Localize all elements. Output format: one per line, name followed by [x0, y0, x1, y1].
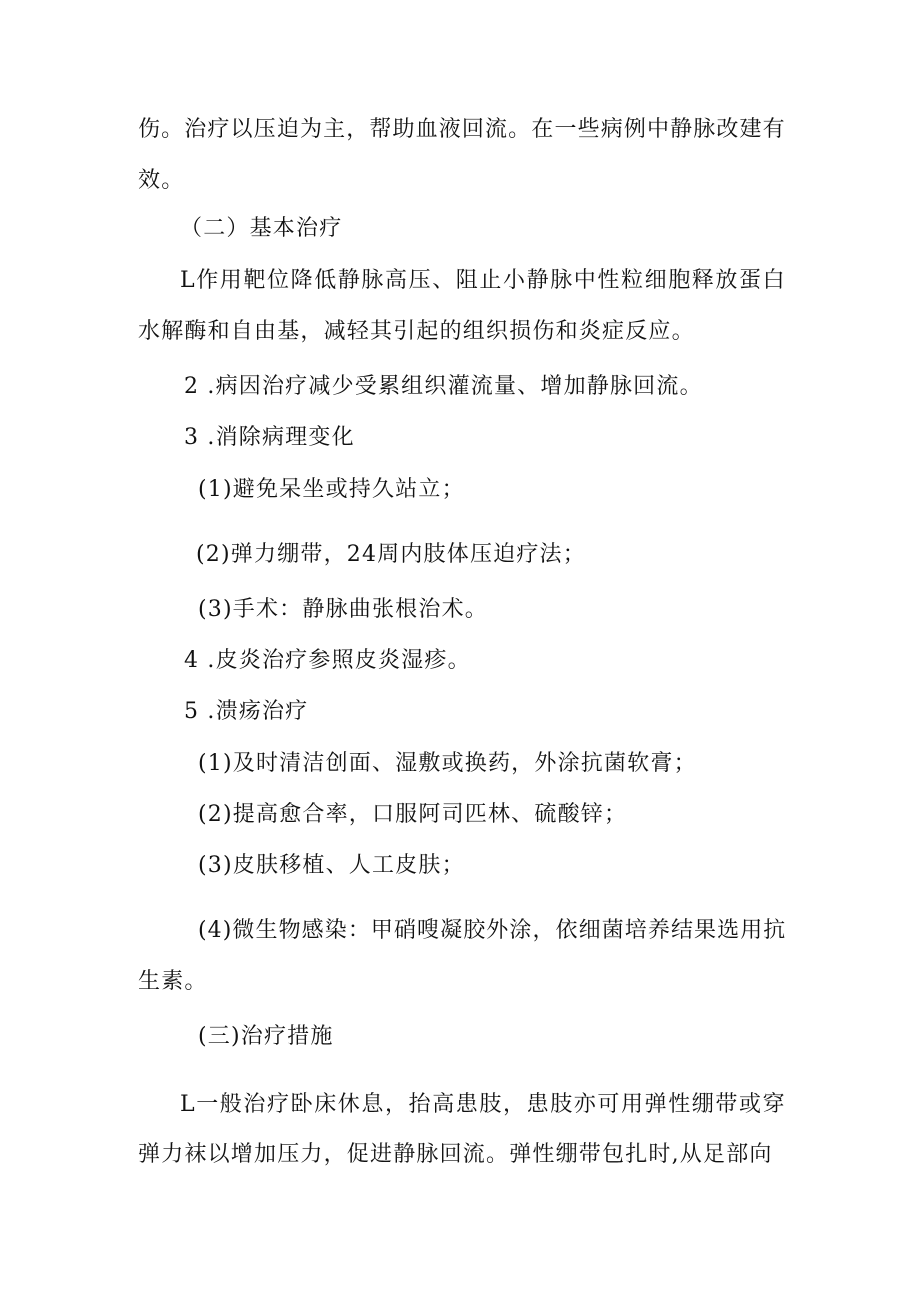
- paragraph-line-3: L作用靶位降低静脉高压、阻止小静脉中性粒细胞释放蛋白: [180, 268, 787, 293]
- sub-item-5-2: (2)提高愈合率，口服阿司匹林、硫酸锌；: [198, 802, 628, 827]
- sub-item-5-4: (4)微生物感染：甲硝嗖凝胶外涂，依细菌培养结果选用抗: [198, 918, 787, 943]
- list-item-2: 2 .病因治疗减少受累组织灌流量、增加静脉回流。: [184, 374, 703, 399]
- paragraph-line-5: L一般治疗卧床休息，抬高患肢，患肢亦可用弹性绷带或穿: [180, 1092, 787, 1117]
- sub-item-3-1: (1)避免呆坐或持久站立；: [198, 477, 465, 502]
- list-item-3: 3 .消除病理变化: [184, 425, 355, 450]
- list-item-5: 5 .溃疡治疗: [184, 699, 309, 724]
- paragraph-line-1: 伤。治疗以压迫为主，帮助血液回流。在一些病例中静脉改建有: [138, 117, 786, 142]
- paragraph-line-4: 水解酶和自由基，减轻其引起的组织损伤和炎症反应。: [138, 319, 695, 344]
- sub-item-3-3: (3)手术：静脉曲张根治术。: [198, 597, 488, 622]
- sub-item-5-1: (1)及时清洁创面、湿敷或换药，外涂抗菌软膏；: [198, 751, 697, 776]
- paragraph-line-2: 效。: [138, 168, 185, 193]
- sub-item-5-4-cont: 生素。: [138, 969, 208, 994]
- sub-item-3-2: (2)弹力绷带，24周内肢体压迫疗法；: [196, 542, 586, 567]
- section-heading-measures: (三)治疗措施: [198, 1024, 334, 1049]
- section-heading-basic-treatment: （二）基本治疗: [180, 216, 343, 241]
- sub-item-5-3: (3)皮肤移植、人工皮肤；: [198, 853, 465, 878]
- list-item-4: 4 .皮炎治疗参照皮炎湿疹。: [184, 648, 471, 673]
- paragraph-line-6: 弹力袜以增加压力，促进静脉回流。弹性绷带包扎时,从足部向: [138, 1142, 773, 1167]
